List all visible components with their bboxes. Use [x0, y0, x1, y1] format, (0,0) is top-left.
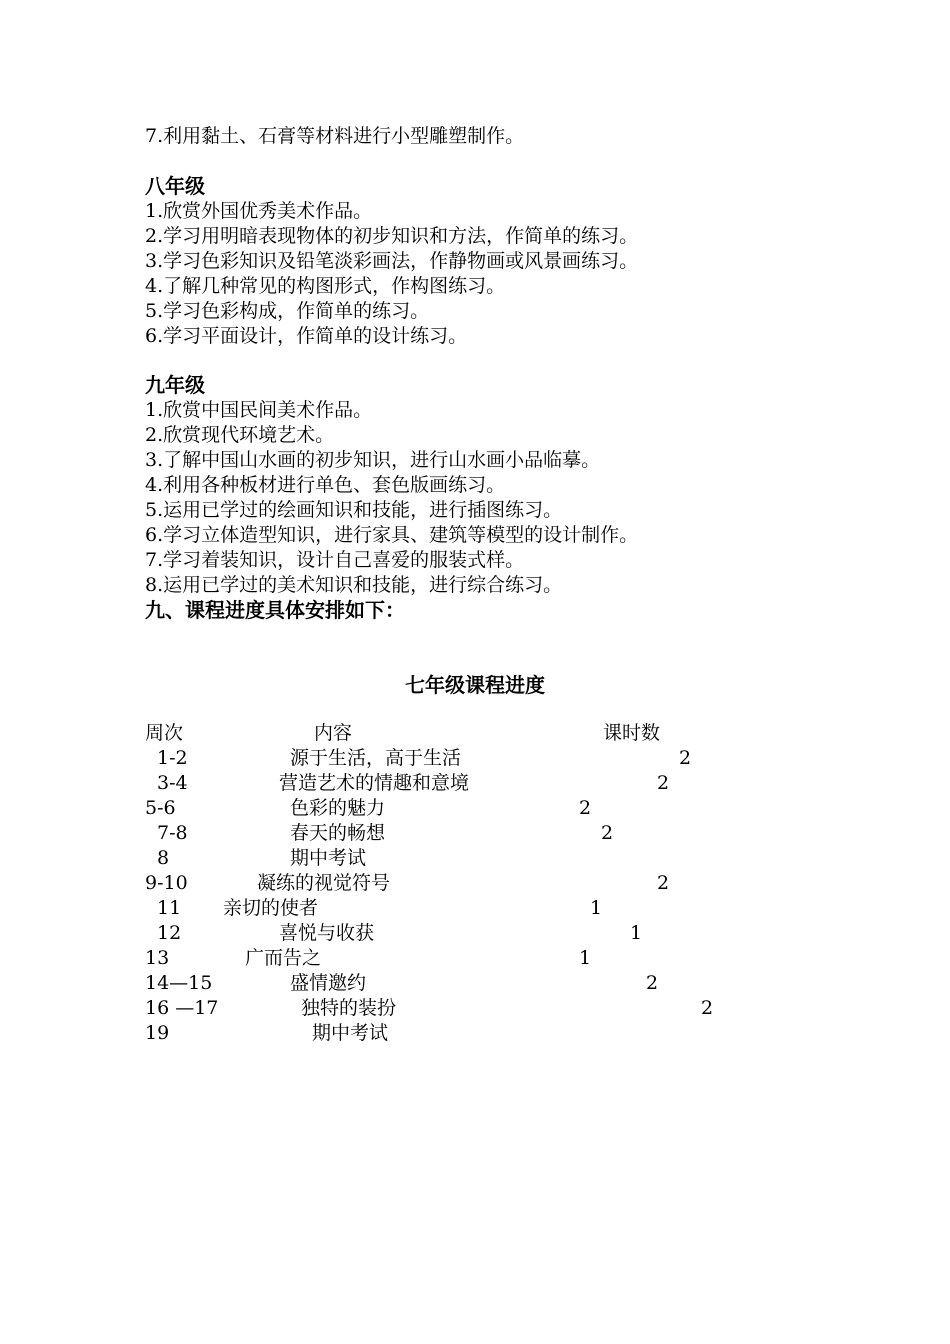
grade9-item-7: 7.学习着装知识，设计自己喜爱的服装式样。 [145, 549, 525, 571]
row-week: 16 —17 [145, 997, 219, 1019]
grade8-item-6: 6.学习平面设计，作简单的设计练习。 [145, 325, 468, 347]
row-week: 19 [145, 1022, 170, 1044]
row-content: 期中考试 [312, 1022, 389, 1044]
header-hours: 课时数 [603, 722, 661, 744]
row-hours: 2 [601, 822, 614, 844]
row-content: 源于生活，高于生活 [290, 747, 462, 769]
row-hours: 2 [646, 972, 659, 994]
schedule-title: 七年级课程进度 [405, 673, 545, 697]
row-week: 9-10 [145, 872, 188, 894]
row-content: 色彩的魅力 [290, 797, 386, 819]
row-hours: 1 [579, 947, 592, 969]
grade9-item-3: 3.了解中国山水画的初步知识，进行山水画小品临摹。 [145, 449, 601, 471]
row-content: 独特的装扮 [301, 997, 397, 1019]
row-week: 12 [157, 922, 182, 944]
row-hours: 1 [630, 922, 643, 944]
grade8-item-1: 1.欣赏外国优秀美术作品。 [145, 200, 373, 222]
row-content: 广而告之 [245, 947, 322, 969]
row-hours: 2 [579, 797, 592, 819]
grade8-item-2: 2.学习用明暗表现物体的初步知识和方法，作简单的练习。 [145, 225, 639, 247]
grade7-item-7: 7.利用黏土、石膏等材料进行小型雕塑制作。 [145, 125, 525, 147]
grade9-item-1: 1.欣赏中国民间美术作品。 [145, 399, 373, 421]
row-week: 8 [157, 847, 170, 869]
grade8-item-4: 4.了解几种常见的构图形式，作构图练习。 [145, 275, 506, 297]
row-week: 11 [157, 897, 182, 919]
row-content: 亲切的使者 [223, 897, 319, 919]
row-week: 3-4 [157, 772, 188, 794]
row-week: 5-6 [145, 797, 176, 819]
row-content: 春天的畅想 [290, 822, 386, 844]
row-hours: 2 [657, 772, 670, 794]
grade8-heading: 八年级 [145, 174, 205, 198]
row-week: 7-8 [157, 822, 188, 844]
row-week: 13 [145, 947, 170, 969]
grade9-item-5: 5.运用已学过的绘画知识和技能，进行插图练习。 [145, 499, 563, 521]
grade8-item-5: 5.学习色彩构成，作简单的练习。 [145, 300, 430, 322]
row-content: 营造艺术的情趣和意境 [279, 772, 470, 794]
grade9-item-2: 2.欣赏现代环境艺术。 [145, 424, 335, 446]
section9-heading: 九、课程进度具体安排如下： [145, 598, 405, 622]
row-hours: 2 [679, 747, 692, 769]
header-content: 内容 [314, 722, 353, 744]
row-content: 期中考试 [290, 847, 367, 869]
row-week: 14—15 [145, 972, 213, 994]
grade8-item-3: 3.学习色彩知识及铅笔淡彩画法，作静物画或风景画练习。 [145, 250, 639, 272]
row-week: 1-2 [157, 747, 188, 769]
grade9-item-4: 4.利用各种板材进行单色、套色版画练习。 [145, 474, 506, 496]
grade9-item-8: 8.运用已学过的美术知识和技能，进行综合练习。 [145, 574, 563, 596]
row-content: 盛情邀约 [290, 972, 367, 994]
row-content: 凝练的视觉符号 [257, 872, 391, 894]
row-hours: 2 [701, 997, 714, 1019]
grade9-item-6: 6.学习立体造型知识，进行家具、建筑等模型的设计制作。 [145, 524, 639, 546]
row-hours: 1 [590, 897, 603, 919]
row-content: 喜悦与收获 [279, 922, 375, 944]
row-hours: 2 [657, 872, 670, 894]
grade9-heading: 九年级 [145, 373, 205, 397]
header-week: 周次 [145, 722, 184, 744]
